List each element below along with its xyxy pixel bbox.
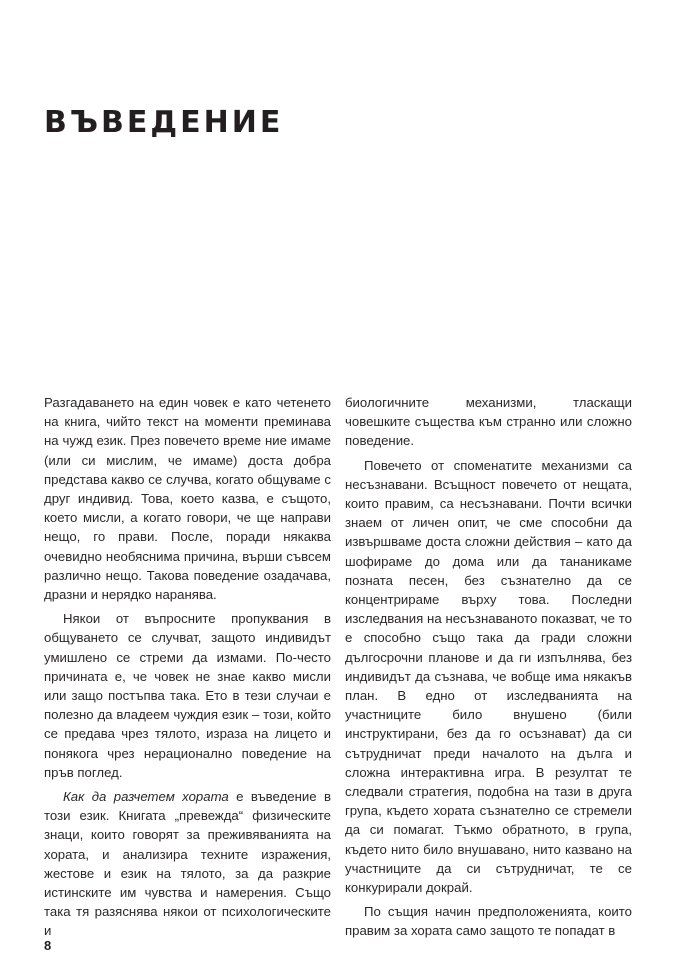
book-title-italic: Как да разчетем хората xyxy=(63,789,229,805)
paragraph: биологичните механизми, тласкащи човешките същества към странно или сложно поведение. xyxy=(345,395,632,449)
page-number: 8 xyxy=(44,938,52,953)
paragraph: Повечето от споменатите механизми са несъзнавани. Всъщност повечето от нещата, които правим, са несъзнавани. Почти всички знаем от личен опит, че сме способни да извършваме доста сложни действия – като да шофираме до дома или да тананикаме позната песен, без съзнателно да се концентрираме върху това. Последни изследвания на несъзнаваното показват, че то е способно също така да гради сложни дългосрочни планове и да ги изпълнява, без индивидът да съзнава, че вобще има някакъв план. В едно от изследванията на участниците било внушено (били инструктирани, без да го осъзнават) да си сътрудничат преди началото на дълга и сложна интерактивна игра. В резултат те следвали стратегия, подобна на тази в друга група, където хората съзнателно се стремели да си помагат. Тъкмо обратното, в група, където нито било внушавано, нито казвано на участниците да си сътрудничат, те се конкурирали докрай. xyxy=(345,457,632,896)
paragraph-text: е въведение в този език. Книгата „превежда“ физическите знаци, които говорят за преживяванията на хората, и анализира техните изражения, жестове и език на тялото, за да разкрие истинските им чувства и намерения. Също така тя разяснява някои от психологическите и xyxy=(44,789,331,939)
paragraph: По същия начин предположенията, които правим за хората само защото те попадат в xyxy=(345,904,632,939)
paragraph xyxy=(44,787,331,941)
left-column xyxy=(44,393,331,941)
right-column xyxy=(345,393,632,941)
paragraph: Разгадаването на един човек е като четенето на книга, чийто текст на моменти преминава на чужд език. През повечето време ние имаме (или си мислим, че имаме) доста добра представа какво се случва, когато общуваме с друг индивид. Това, което казва, е същото, което мисли, а когато говори, че ще направи нещо, го прави. После, поради някаква очевидно необяснима причина, върши съвсем различно нещо. Такова поведение озадачава, дразни и нерядко наранява. xyxy=(44,395,331,603)
paragraph: Някои от въпросните пропуквания в общуването се случват, защото индивидът умишлено се стреми да измами. По-често причината е, че човек не знае какво мисли или защо постъпва така. Ето в тези случаи е полезно да владеем чуждия език – този, който се предава чрез тялото, израза на лицето и понякога чрез нерационално поведение на пръв поглед. xyxy=(44,611,331,780)
page-title: ВЪВЕДЕНИЕ xyxy=(44,105,284,140)
